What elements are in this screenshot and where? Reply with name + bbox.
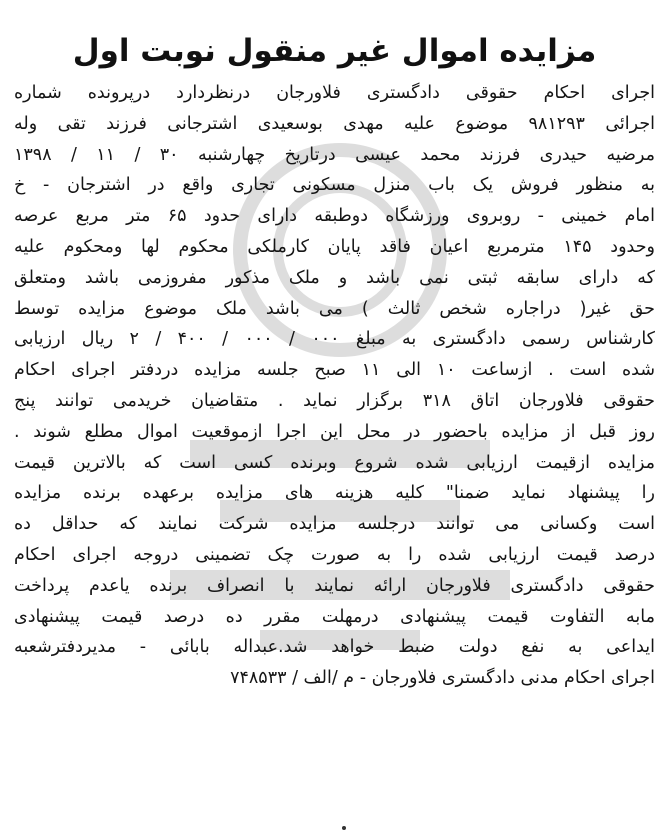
notice-line: امام خمینی - روبروی ورزشگاه دوطبقه دارای حدود ۶۵ متر مربع عرصه xyxy=(14,206,655,227)
notice-line: وحدود ۱۴۵ مترمربع اعیان فاقد پایان کارملکی محکوم لها ومحکوم علیه xyxy=(14,236,655,257)
notice-line: مزایده ازقیمت ارزیابی شده شروع وبرنده کسی است که بالاترین قیمت xyxy=(14,452,655,473)
notice-line: مابه التفاوت قیمت پیشنهادی درمهلت مقرر ده درصد قیمت پیشنهادی xyxy=(14,606,655,627)
notice-line: به منظور فروش یک باب منزل مسکونی تجاری واقع در اشترجان - خ xyxy=(14,175,655,196)
notice-line: شده است . ازساعت ۱۰ الی ۱۱ صبح جلسه مزایده دردفتر اجرای احکام xyxy=(14,360,655,381)
notice-line: که دارای سابقه ثبتی نمی باشد و ملک مذکور مفروزمی باشد ومتعلق xyxy=(14,267,655,288)
page-dot xyxy=(342,826,346,830)
notice-line: اجرائی ۹۸۱۲۹۳ موضوع علیه مهدی بوسعیدی اشترجانی فرزند تقی وله xyxy=(14,113,655,134)
notice-title: مزایده اموال غیر منقول نوبت اول xyxy=(72,33,597,69)
notice-line: درصد قیمت ارزیابی شده را به صورت چک تضمینی دروجه اجرای احکام xyxy=(14,544,655,565)
notice-line: را پیشنهاد نماید ضمنا" کلیه هزینه های مزایده برعهده برنده مزایده xyxy=(14,483,655,504)
notice-line: کارشناس رسمی دادگستری به مبلغ ۰۰۰ / ۰۰۰ / ۴۰۰ / ۲ ریال ارزیابی xyxy=(14,329,655,350)
notice-line: مرضیه حیدری فرزند محمد عیسی درتاریخ چهارشنبه ۳۰ / ۱۱ / ۱۳۹۸ xyxy=(14,144,655,165)
notice-line: اجرای احکام حقوقی دادگستری فلاورجان درنظردارد درپرونده شماره xyxy=(14,83,655,103)
notice-line: است وکسانی می توانند درجلسه مزایده شرکت نمایند که حداقل ده xyxy=(14,514,655,535)
notice-line: حقوقی فلاورجان اتاق ۳۱۸ برگزار نماید . متقاضیان خریدمی توانند پنج xyxy=(14,390,655,411)
notice-line-last: اجرای احکام مدنی دادگستری فلاورجان - م /الف / ۷۴۸۵۳۳ xyxy=(230,668,655,689)
notice-line: حق غیر( دراجاره شخص ثالث ) می باشد ملک موضوع مزایده توسط xyxy=(14,298,655,319)
notice-body xyxy=(14,78,655,694)
notice-line: روز قبل از مزایده باحضور در محل این اجرا ازموقعیت اموال مطلع شوند . xyxy=(14,421,655,442)
notice-line: حقوقی دادگستری فلاورجان ارائه نمایند با انصراف برنده یاعدم پرداخت xyxy=(14,575,655,596)
notice-line: ایداعی به نفع دولت ضبط خواهد شد.عبداله بابائی - مدیردفترشعبه xyxy=(14,637,655,658)
